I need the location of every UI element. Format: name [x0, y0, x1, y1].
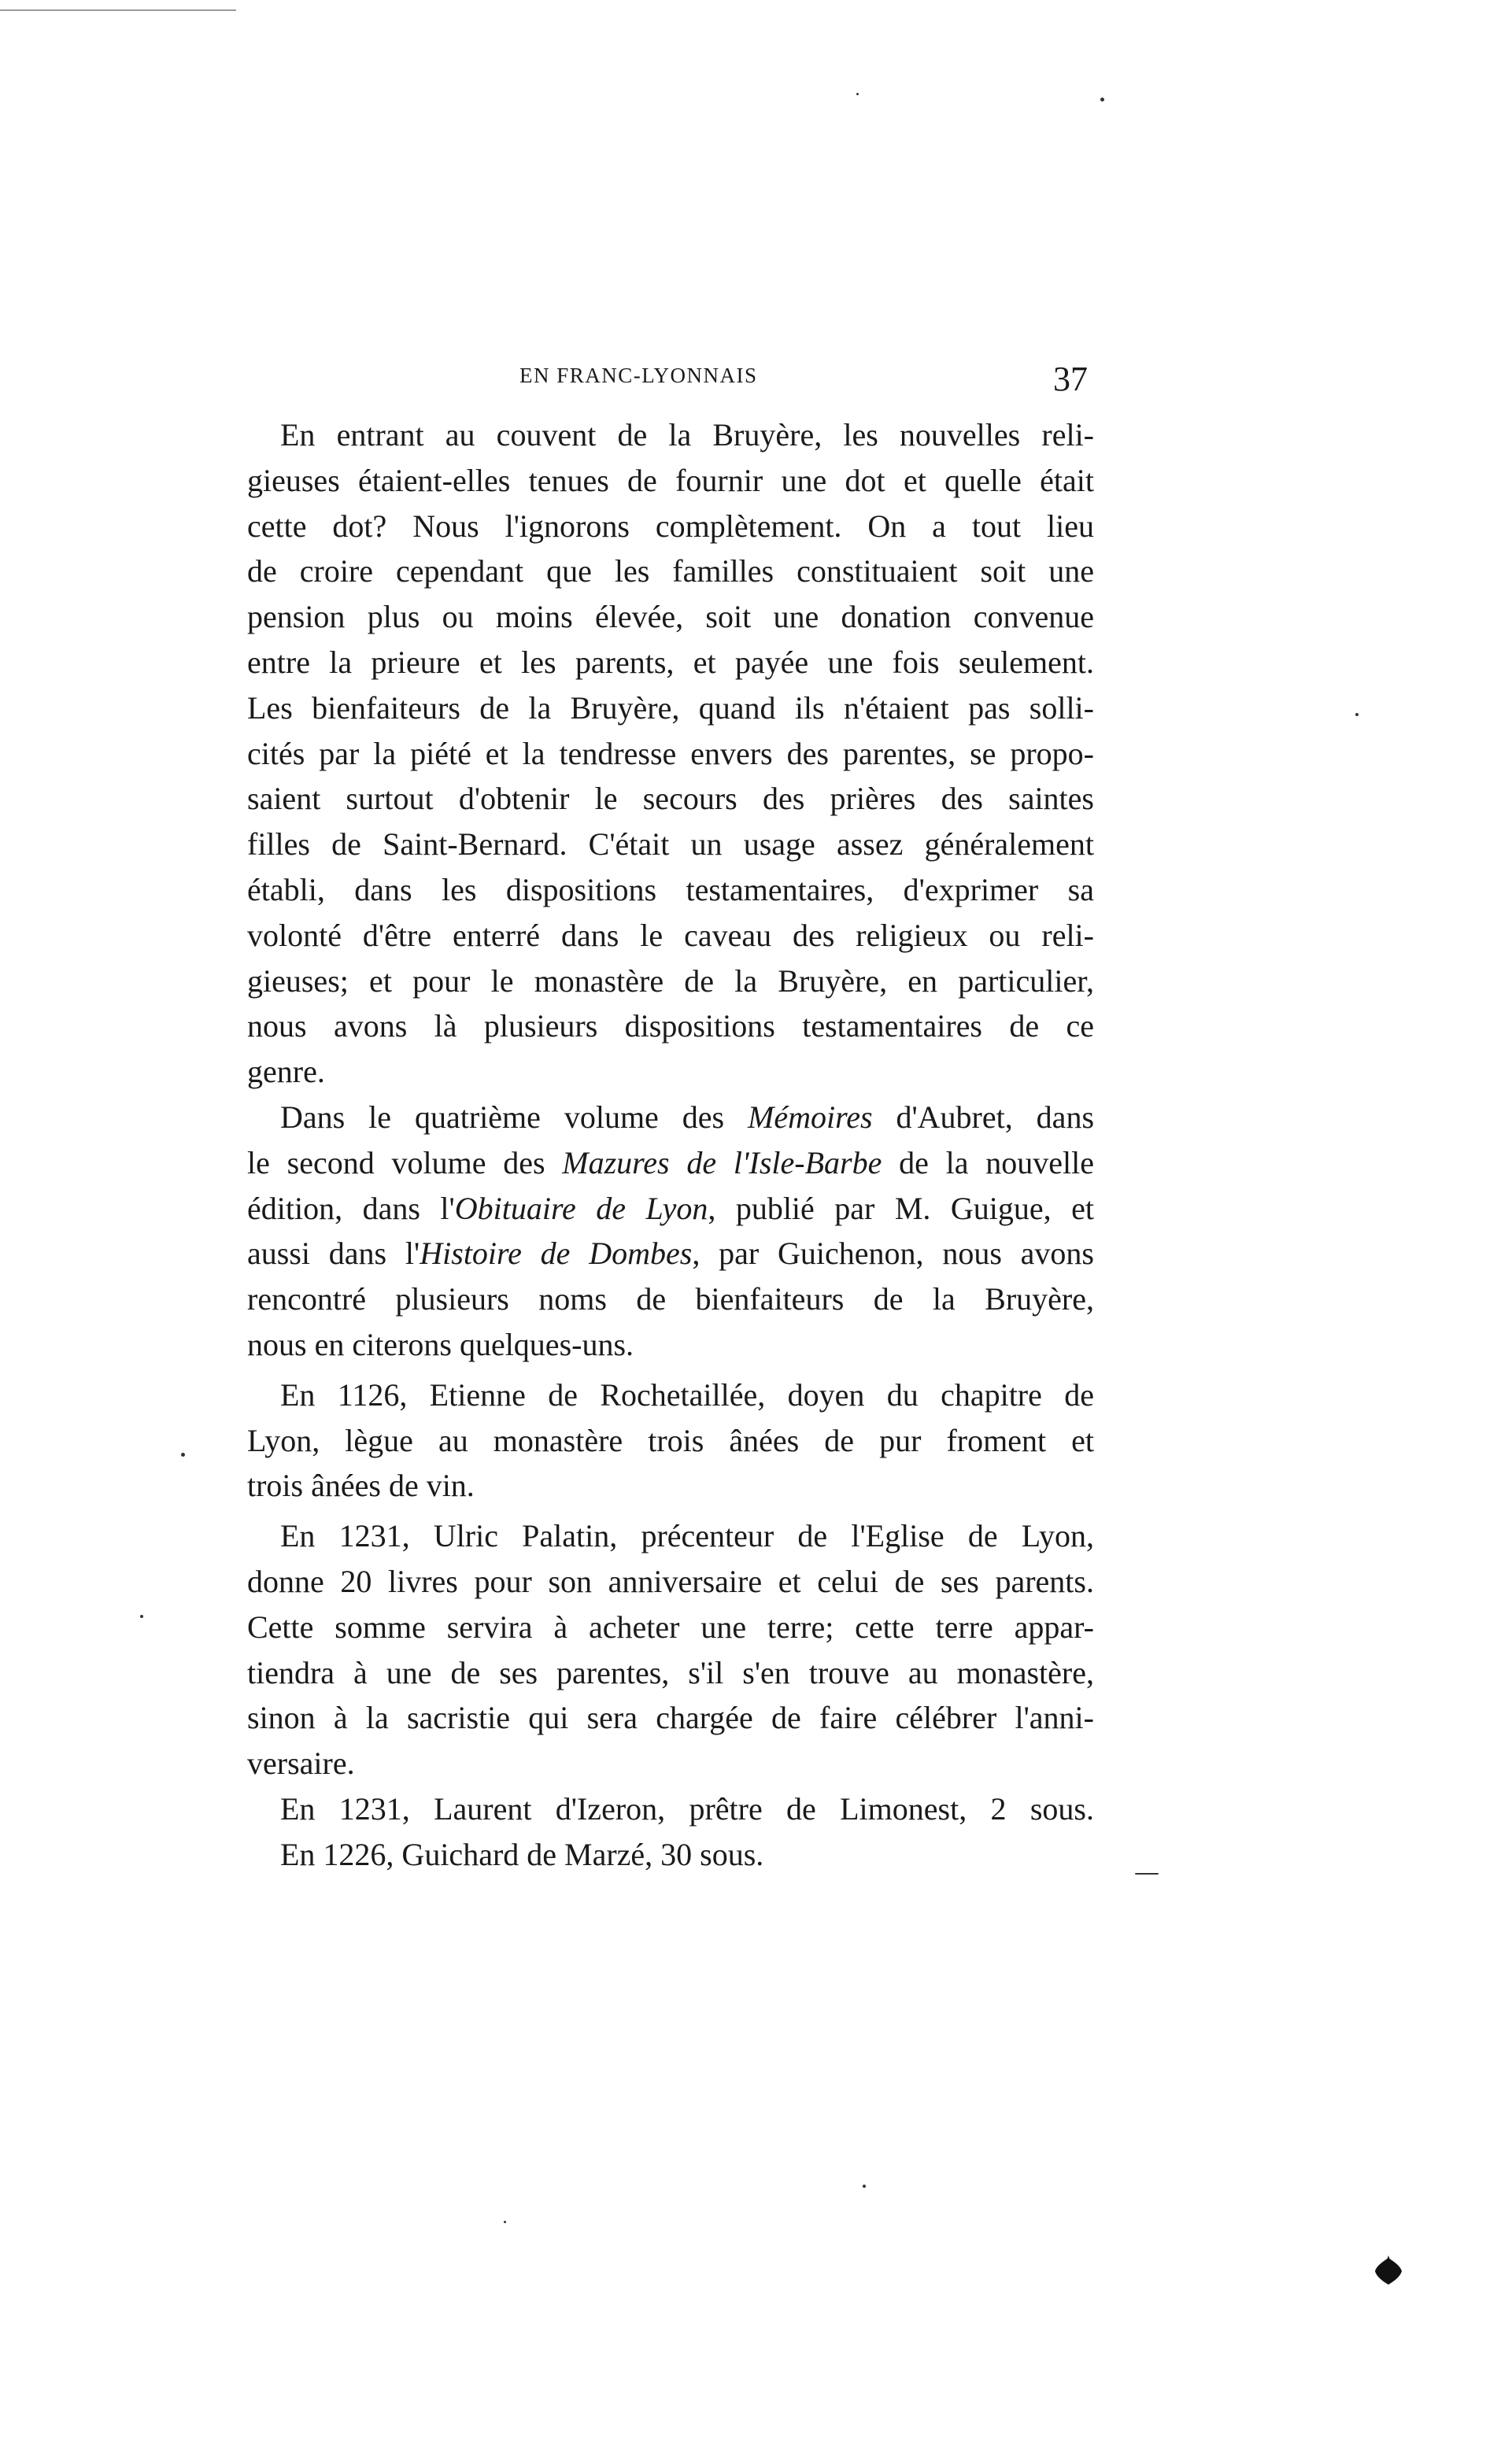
text-line: sinon à la sacristie qui sera chargée de faire célébrer l'anni-	[247, 1700, 1094, 1736]
text-line: gieuses; et pour le monastère de la Bruyère, en particulier,	[247, 962, 1094, 999]
text-line: de croire cependant que les familles constituaient soit une	[247, 553, 1094, 589]
text-run: , par Guichenon, nous avons	[692, 1236, 1094, 1272]
text-line: En 1231, Ulric Palatin, précenteur de l'Eglise de Lyon,	[280, 1518, 1094, 1554]
text-line: volonté d'être enterré dans le caveau des religieux ou reli-	[247, 917, 1094, 953]
scan-speck	[504, 2221, 506, 2223]
scan-speck	[140, 1615, 143, 1618]
running-title: EN FRANC-LYONNAIS	[519, 364, 758, 387]
paragraph-6	[247, 1832, 1094, 1878]
scan-speck	[1135, 1873, 1159, 1875]
text-line: Lyon, lègue au monastère trois ânées de pur froment et	[247, 1422, 1094, 1458]
text-line	[247, 1095, 1094, 1140]
title-citation: Obituaire de Lyon	[454, 1190, 708, 1226]
text-line: entre la prieure et les parents, et payée une fois seulement.	[247, 644, 1094, 680]
text-line: nous avons là plusieurs dispositions testamentaires de ce	[247, 1008, 1094, 1044]
text-line: En 1126, Etienne de Rochetaillée, doyen du chapitre de	[280, 1376, 1094, 1413]
text-run: , publié par M. Guigue, et	[708, 1190, 1095, 1226]
page-number: 37	[1053, 360, 1088, 398]
text-line: rencontré plusieurs noms de bienfaiteurs de la Bruyère,	[247, 1281, 1094, 1317]
text-line: établi, dans les dispositions testamentaires, d'exprimer sa	[247, 871, 1094, 907]
text-line: trois ânées de vin.	[247, 1468, 475, 1504]
text-line: cette dot? Nous l'ignorons complètement. On a tout lieu	[247, 508, 1094, 544]
paragraph-4	[247, 1513, 1094, 1786]
text-run: le second volume des	[247, 1144, 563, 1180]
paragraph-3	[247, 1372, 1094, 1509]
text-line: Les bienfaiteurs de la Bruyère, quand ils n'étaient pas solli-	[247, 689, 1094, 726]
text-line	[247, 1140, 1094, 1186]
text-line	[247, 1186, 1094, 1232]
body-text	[247, 412, 1094, 1878]
text-line: En entrant au couvent de la Bruyère, les nouvelles reli-	[280, 417, 1094, 453]
text-line: donne 20 livres pour son anniversaire et celui de ses parents.	[247, 1563, 1094, 1599]
text-line: genre.	[247, 1054, 325, 1090]
text-line: tiendra à une de ses parentes, s'il s'en trouve au monastère,	[247, 1654, 1094, 1690]
scan-speck	[863, 2185, 866, 2188]
scan-speck	[1355, 713, 1358, 716]
title-citation: Mazures de l'Isle-Barbe	[562, 1144, 882, 1180]
scan-edge-rule	[0, 9, 236, 11]
paragraph-2	[247, 1095, 1094, 1368]
title-citation: Mémoires	[748, 1099, 873, 1135]
text-line: En 1226, Guichard de Marzé, 30 sous.	[280, 1836, 764, 1872]
text-run: Dans le quatrième volume des	[280, 1099, 749, 1135]
paragraph-5	[247, 1786, 1094, 1832]
text-run: édition, dans l'	[247, 1190, 455, 1226]
text-line: gieuses étaient-elles tenues de fournir une dot et quelle était	[247, 462, 1094, 498]
text-run: de la nouvelle	[882, 1144, 1094, 1180]
scan-speck	[181, 1453, 185, 1457]
title-citation: Histoire de Dombes	[420, 1236, 693, 1272]
text-line: versaire.	[247, 1745, 355, 1782]
text-run: d'Aubret, dans	[872, 1099, 1095, 1135]
text-line: cités par la piété et la tendresse envers des parentes, se propo-	[247, 735, 1094, 771]
text-line: pension plus ou moins élevée, soit une donation convenue	[247, 599, 1094, 635]
text-line: En 1231, Laurent d'Izeron, prêtre de Limonest, 2 sous.	[280, 1790, 1094, 1827]
text-line: saient surtout d'obtenir le secours des prières des saintes	[247, 781, 1094, 817]
printer-ornament-icon	[1373, 2255, 1404, 2287]
text-line: nous en citerons quelques-uns.	[247, 1326, 634, 1362]
scan-speck	[856, 93, 859, 95]
text-line	[247, 1231, 1094, 1276]
text-line: filles de Saint-Bernard. C'était un usage assez généralement	[247, 826, 1094, 863]
paragraph-1	[247, 412, 1094, 1095]
scan-speck	[1100, 98, 1104, 102]
text-run: aussi dans l'	[247, 1236, 420, 1272]
text-line: Cette somme servira à acheter une terre; cette terre appar-	[247, 1609, 1094, 1645]
